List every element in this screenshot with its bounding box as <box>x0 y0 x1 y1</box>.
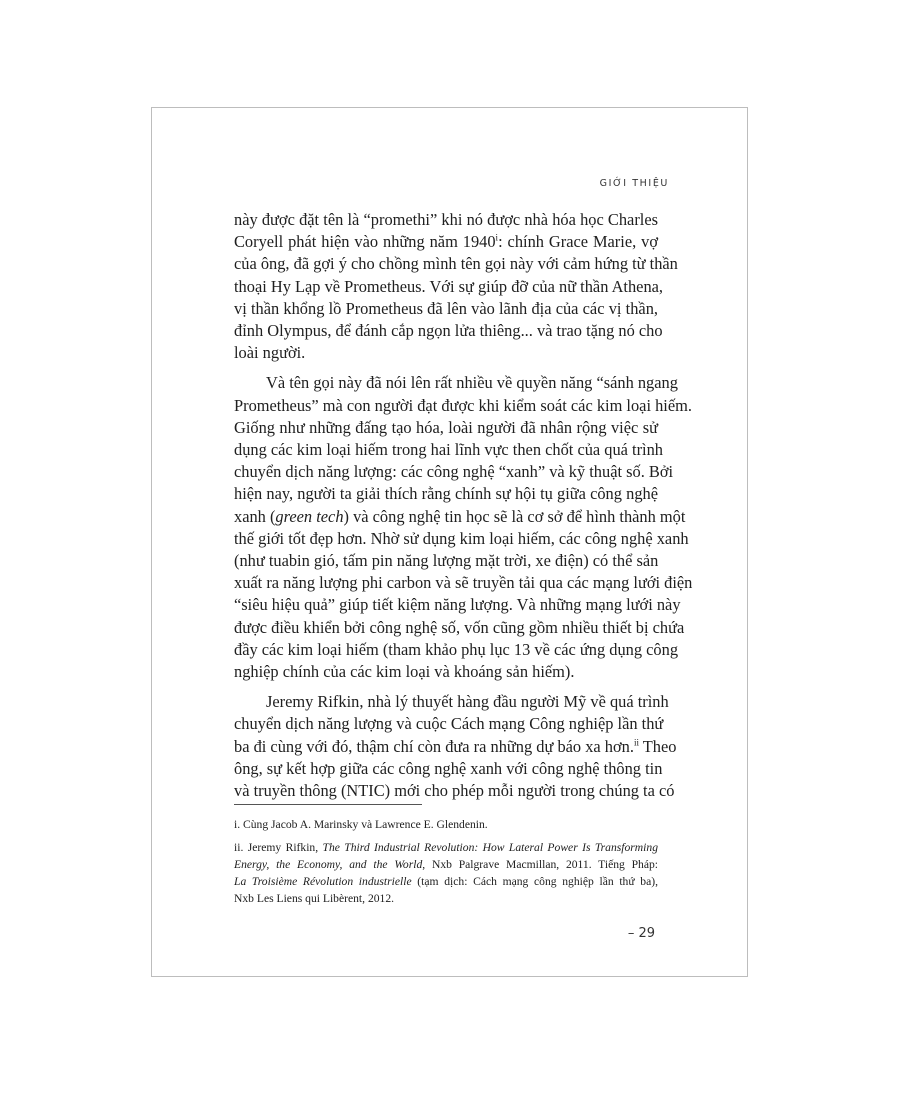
text-segment: ii. Jeremy Rifkin, <box>234 841 323 854</box>
text-line <box>234 736 677 758</box>
paragraph-2 <box>234 372 693 683</box>
text-line: được điều khiển bởi công nghệ số, vốn cũng gồm nhiều thiết bị chứa <box>234 617 685 637</box>
text-line: xuất ra năng lượng phi carbon và sẽ truyền tải qua các mạng lưới điện <box>234 573 693 593</box>
text-line: dụng các kim loại hiếm trong hai lĩnh vực then chốt của quá trình <box>234 440 664 460</box>
text-line <box>234 506 686 528</box>
footnote-marker-ii: ii <box>633 737 639 748</box>
text-segment: , Nxb Palgrave Macmillan, 2011. Tiếng Pháp: <box>422 858 658 871</box>
book-page <box>151 107 748 977</box>
text-line: hiện nay, người ta giải thích rằng chính sự hội tụ giữa công nghệ <box>234 484 658 504</box>
footnote-divider <box>234 804 422 805</box>
paragraph-1 <box>234 209 678 364</box>
text-segment: Coryell phát hiện vào những năm 1940 <box>234 232 496 252</box>
text-line: này được đặt tên là “promethi” khi nó được nhà hóa học Charles <box>234 210 658 229</box>
body-text <box>234 209 693 810</box>
text-line: vị thần khổng lồ Prometheus đã lên vào lãnh địa của các vị thần, <box>234 298 658 318</box>
text-line: loài người. <box>234 343 306 363</box>
text-line: Jeremy Rifkin, nhà lý thuyết hàng đầu người Mỹ về quá trình <box>266 692 669 712</box>
text-line: đỉnh Olympus, để đánh cắp ngọn lửa thiêng... và trao tặng nó cho <box>234 321 663 341</box>
text-segment: (tạm dịch: Cách mạng công nghiệp lần thứ ba), <box>411 875 658 888</box>
text-line: (như tuabin gió, tấm pin năng lượng mặt trời, xe điện) có thể sản <box>234 551 659 571</box>
text-line: thoại Hy Lạp về Prometheus. Với sự giúp đỡ của nữ thần Athena, <box>234 276 664 296</box>
text-line: chuyển dịch năng lượng và cuộc Cách mạng Công nghiệp lần thứ <box>234 714 664 734</box>
text-line: thế giới tốt đẹp hơn. Nhờ sử dụng kim loại hiếm, các công nghệ xanh <box>234 528 689 548</box>
book-title: The Third Industrial Revolution: How Lateral Power Is Transforming <box>322 841 658 854</box>
text-line: ông, sự kết hợp giữa các công nghệ xanh với công nghệ thông tin <box>234 758 663 778</box>
footnote-line <box>234 856 658 873</box>
text-segment: ba đi cùng với đó, thậm chí còn đưa ra những dự báo xa hơn. <box>234 736 634 756</box>
footnote-line <box>234 839 658 856</box>
running-header: GIỚI THIỆU <box>599 178 669 189</box>
text-line: chuyển dịch năng lượng: các công nghệ “xanh” và kỹ thuật số. Bởi <box>234 462 674 482</box>
text-line: đầy các kim loại hiếm (tham khảo phụ lục 13 về các ứng dụng công <box>234 639 679 659</box>
page-number: – 29 <box>627 926 655 941</box>
footnote-line <box>234 873 658 890</box>
text-line: Giống như những đấng tạo hóa, loài người đã nhân rộng việc sử <box>234 417 658 437</box>
footnote-line: Nxb Les Liens qui Libèrent, 2012. <box>234 892 395 905</box>
paragraph-3 <box>234 691 677 802</box>
book-title-fr: La Troisième Révolution industrielle <box>234 875 412 888</box>
text-line: “siêu hiệu quả” giúp tiết kiệm năng lượng. Và những mạng lưới này <box>234 595 681 615</box>
text-line: Prometheus” mà con người đạt được khi kiểm soát các kim loại hiếm. <box>234 395 692 415</box>
text-segment: Theo <box>638 736 677 756</box>
text-line: Và tên gọi này đã nói lên rất nhiều về quyền năng “sánh ngang <box>266 373 678 393</box>
footnotes <box>234 816 658 913</box>
text-line <box>234 231 658 253</box>
text-segment: ) và công nghệ tin học sẽ là cơ sở để hình thành một <box>343 506 686 526</box>
text-segment: xanh ( <box>234 506 276 526</box>
text-line: của ông, đã gợi ý cho chồng mình tên gọi này với cảm hứng từ thần <box>234 254 678 274</box>
italic-term: green tech <box>275 506 344 526</box>
text-line: nghiệp chính của các kim loại và khoáng sản hiếm). <box>234 662 575 682</box>
footnote-marker-i: i <box>495 232 499 243</box>
footnote-i: i. Cùng Jacob A. Marinsky và Lawrence E. Glendenin. <box>234 818 488 831</box>
text-line: và truyền thông (NTIC) mới cho phép mỗi người trong chúng ta có <box>234 781 675 801</box>
book-title: Energy, the Economy, and the World <box>234 858 423 871</box>
footnote-ii <box>234 839 658 907</box>
text-segment: : chính Grace Marie, vợ <box>498 232 658 252</box>
